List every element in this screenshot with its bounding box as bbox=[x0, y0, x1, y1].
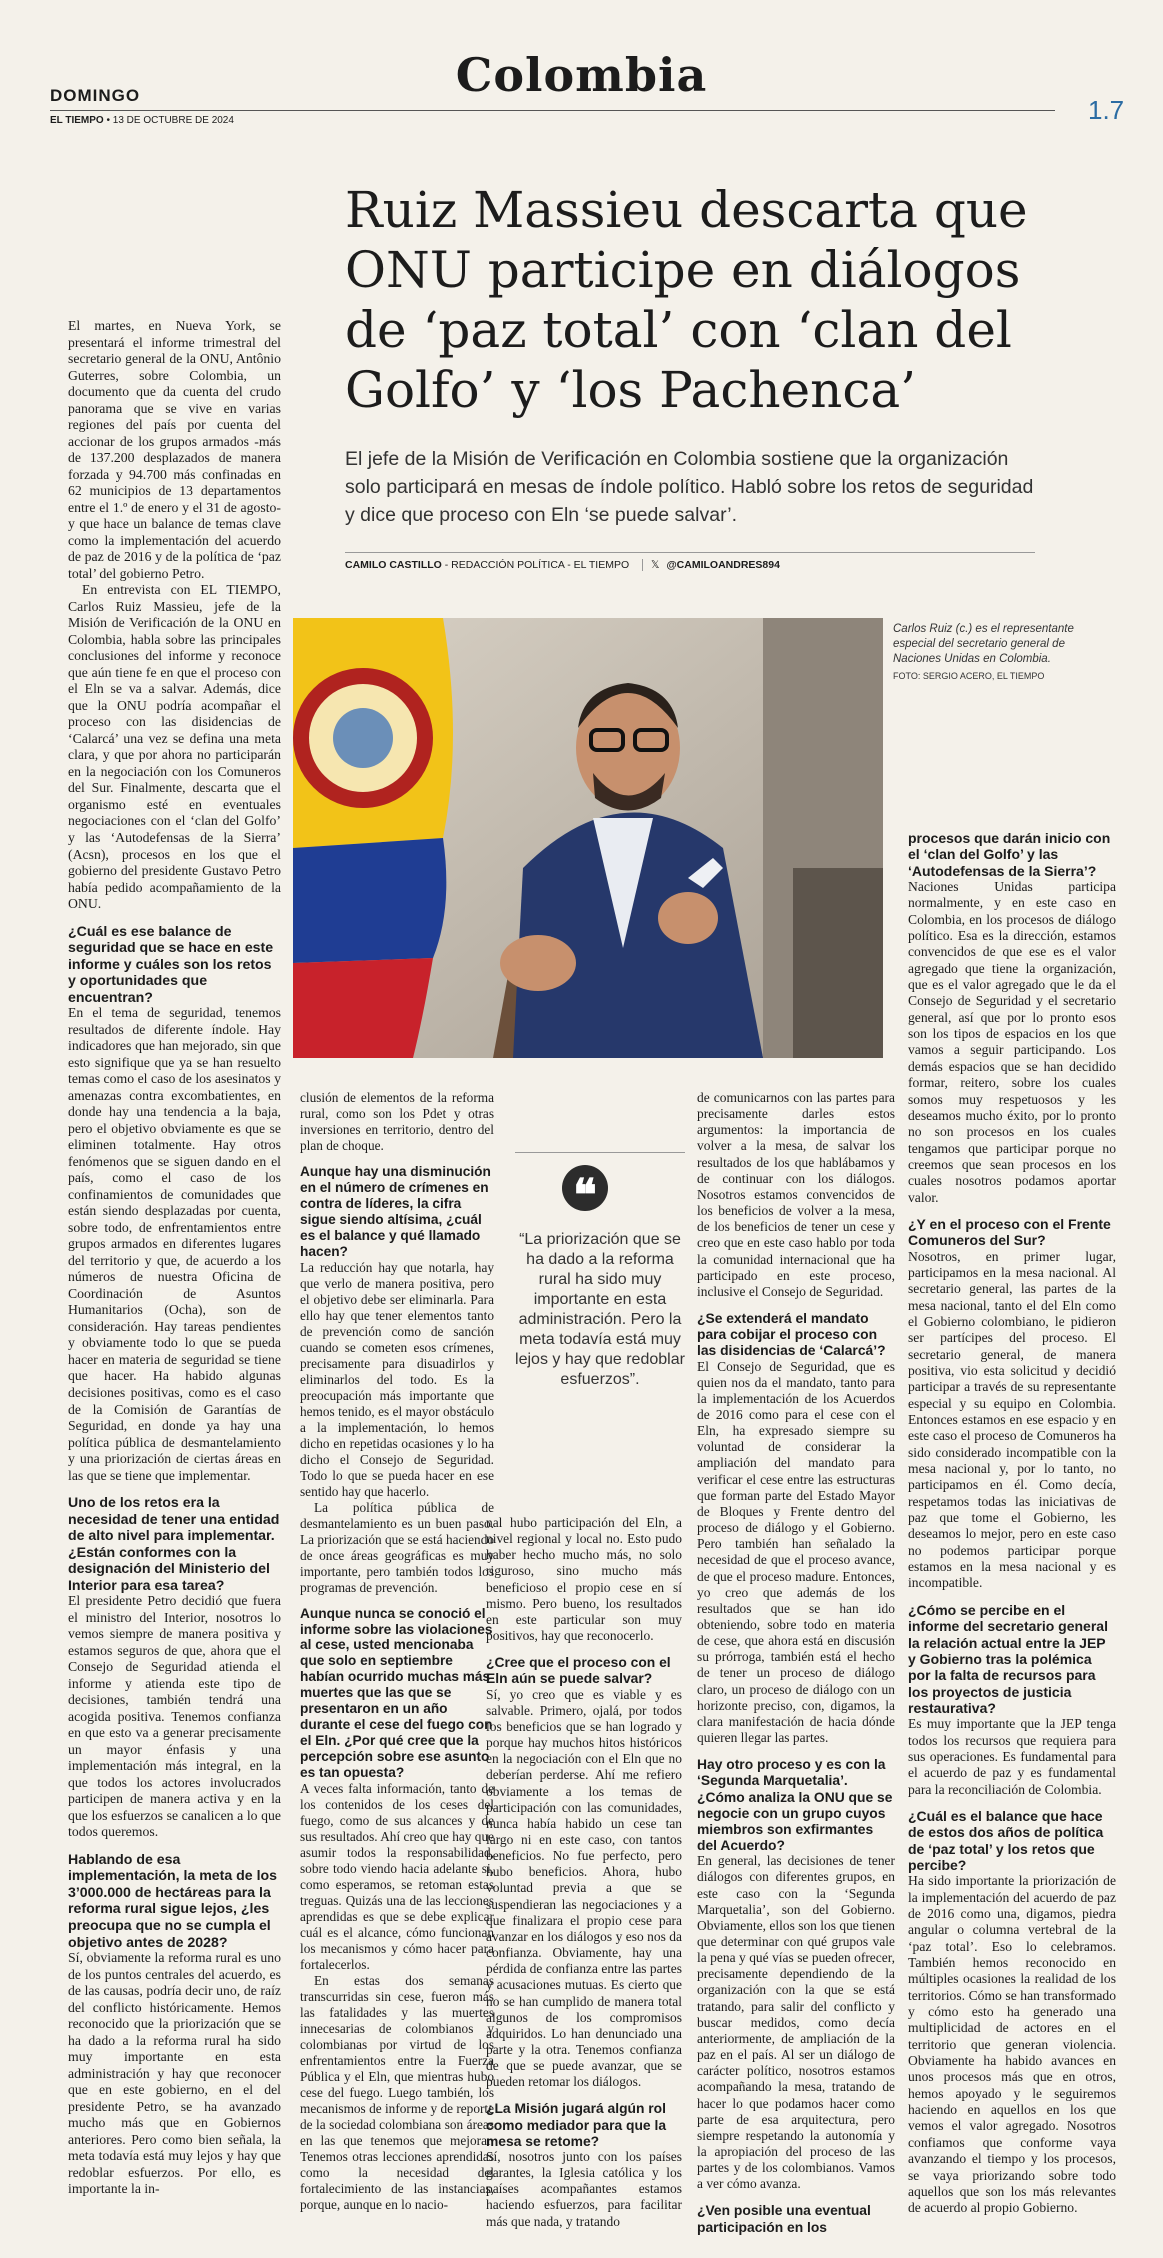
body-paragraph: Sí, yo creo que es viable y es salvable. Primero, ojalá, por todos los beneficios que se han logrado y porque hay muchos hitos históricos en la negociación con el Eln que no deberían perderse. Ahí me refiero obviamente a los temas de participación con las comunidades, nunca había habido un cese tan largo ni en este caso, con tantos beneficios. No fue perfecto, pero hubo beneficios. Ahora, hubo voluntad previa a que se suspendieran las negociaciones y a que finalizara el propio cese para avanzar en los diálogos y eso nos da confianza. Obviamente, hay una pérdida de confianza entre las partes y acusaciones mutuas. Es cierto que no se han cumplido de manera total algunos de los compromisos adquiridos. Lo han denunciado una parte y la otra. Tenemos confianza de que se puede avanzar, que se pueden retomar los diálogos. bbox=[486, 1686, 682, 2090]
article-column-2 bbox=[300, 1090, 494, 2213]
body-paragraph: En el tema de seguridad, tenemos resultados de diferente índole. Hay indicadores que han mejorado, sin que esto signifique que ya se han resuelto temas como el caso de los asesinatos y amenazas contra excombatientes, en donde hay una tendencia a la baja, pero el objetivo obviamente es que se eliminen totalmente. Hay otros fenómenos que se siguen dando en el país, como el caso de los confinamientos de comunidades que están siendo desplazadas por cuenta, sobre todo, de enfrentamientos entre grupos armados en diferentes lugares del territorio y que, de acuerdo a los números de nuestra Oficina de Coordinación de Asuntos Humanitarios (Ocha), son de consideración. Hay tareas pendientes y obviamente todo lo que se pueda hacer en materia de seguridad se tiene que hacer. Ha habido algunas decisiones positivas, como es el caso de la Comisión de Garantías de Seguridad, en donde ya hay una política pública de desmantelamiento y una priorización de ciertas áreas en las que se tiene que implementar. bbox=[68, 1005, 281, 1483]
body-paragraph: En entrevista con EL TIEMPO, Carlos Ruiz Massieu, jefe de la Misión de Verificación de la ONU en Colombia, habla sobre las principales conclusiones del informe y reconoce que aún tiene fe en que el proceso con el Eln se va a salvar. Además, dice que la ONU podría acompañar el proceso con las disidencias de ‘Calarcá’ una vez se defina una meta clara, y que por ahora no participarán en la negociación con los Comuneros del Sur. Finalmente, descarta que el organismo esté en eventuales negociaciones con el ‘clan del Golfo’ y las ‘Autodefensas de la Sierra’ (Acsn), procesos en los que el gobierno del presidente Gustavo Petro había pedido acompañamiento de la ONU. bbox=[68, 582, 281, 912]
photo-credit: FOTO: SERGIO ACERO, EL TIEMPO bbox=[893, 671, 1045, 681]
body-paragraph: Naciones Unidas participa normalmente, y en este caso en Colombia, en los procesos de diálogo político. Esa es la dirección, estamos convencidos de que ese es el valor agregado que tiene la organización, que es el valor agregado que le da el Consejo de Seguridad y el secretario general, así que por lo pronto esos son los tipos de espacios en los que vamos a seguir participando. Los demás espacios que se han decidido formar, reitero, sobre los cuales somos muy respetuosos y les deseamos mucho éxito, por lo pronto no son procesos en los cuales tengamos que participar porque no creemos que sean procesos en los cuales nosotros podamos aportar valor. bbox=[908, 879, 1116, 1205]
question-heading: ¿Cuál es el balance que hace de estos dos años de política de ‘paz total’ y los retos que percibe? bbox=[908, 1807, 1104, 1873]
question-heading: ¿Y en el proceso con el Frente Comuneros del Sur? bbox=[908, 1215, 1111, 1249]
question-heading: ¿Ven posible una eventual participación en los bbox=[697, 2202, 871, 2235]
pullquote: “La priorización que se ha dado a la reforma rural ha sido muy importante en esta administración. Pero la meta todavía está muy lejos y hay que redoblar esfuerzos”. bbox=[515, 1231, 685, 1388]
caption-text: Carlos Ruiz (c.) es el representante especial del secretario general de Naciones Unidas en Colombia. bbox=[893, 623, 1074, 665]
question-heading: ¿La Misión jugará algún rol como mediador para que la mesa se retome? bbox=[486, 2100, 667, 2149]
question-heading: ¿Cuál es ese balance de seguridad que se hace en este informe y cuáles son los retos y oportunidades que encuentran? bbox=[68, 922, 274, 1005]
headline: Ruiz Massieu descarta que ONU participe en diálogos de ‘paz total’ con ‘clan del Golfo’ y ‘los Pachenca’ bbox=[345, 181, 1028, 419]
question-heading: Aunque nunca se conoció el informe sobre las violaciones al cese, usted mencionaba que solo en septiembre habían ocurrido muchas más muertes que las que se presentaron en un año durante el cese del fuego con el Eln. ¿Por qué cree que la percepción sobre ese asunto es tan opuesta? bbox=[300, 1605, 493, 1781]
body-paragraph: El presidente Petro decidió que fuera el ministro del Interior, nosotros lo vemos siempre de manera positiva y estamos seguros de que, ahora que el Consejo de Seguridad atienda el informe y atienda este tipo de decisiones, también tendrá una acogida positiva. Tenemos confianza en que esto va a generar precisamente un mayor énfasis y una implementación más integral, en la que todos los actores involucrados participen de manera activa y en la que los esfuerzos se canalicen a lo que todos queremos. bbox=[68, 1593, 281, 1840]
section-title: Colombia bbox=[455, 48, 708, 102]
author-handle: @CAMILOANDRES894 bbox=[666, 559, 780, 571]
pullquote-rule bbox=[515, 1152, 685, 1153]
body-paragraph: La reducción hay que notarla, hay que verlo de manera positiva, pero el objetivo debe ser eliminarla. Para ello hay que tener elementos tanto de prevención como de sanción cuando se cometen esos crímenes, precisamente para disuadirlos y eliminarlos del todo. Es la preocupación más importante que hemos tenido, es el mayor obstáculo a la implementación, lo hemos dicho en repetidas ocasiones y lo ha dicho el Consejo de Seguridad. Todo lo que se pueda hacer en ese sentido hay que hacerlo. bbox=[300, 1259, 494, 1499]
header-rule bbox=[50, 110, 1055, 111]
body-paragraph: En estas dos semanas transcurridas sin cese, fueron más las fatalidades y las muertes innecesarias de colombianos y colombianas por virtud de los enfrentamientos entre la Fuerza Pública y el Eln, que mientras hubo cese del fuego. Luego también, los mecanismos de informe y de reporte de la sociedad colombiana son áreas en las que tenemos que mejorar. Tenemos otras lecciones aprendidas como la necesidad del fortalecimiento de las instancias, porque, aunque en lo nacio- bbox=[300, 1973, 494, 2212]
question-heading: Uno de los retos era la necesidad de tener una entidad de alto nivel para implementar. ¿Están conformes con la designación del Ministerio del Interior para esa tarea? bbox=[68, 1494, 280, 1593]
byline bbox=[345, 552, 1035, 577]
article-column-5 bbox=[908, 830, 1116, 2217]
article-photo bbox=[293, 618, 883, 1058]
body-paragraph: El Consejo de Seguridad, que es quien nos da el mandato, tanto para la implementación de los Acuerdos de 2016 como para el cese con el Eln, ha expresado siempre su voluntad de considerar la ampliación del mandato para verificar el cese entre las estructuras que forman parte del Estado Mayor de Bloques y Frente dentro del proceso de diálogo y el Gobierno. Pero también han señalado la necesidad de que el proceso avance, de que el proceso madure. Entonces, yo creo que además de los resultados que se han ido obteniendo, sobre todo en materia de cese, que ahora está en discusión su prórroga, también está el hecho de tener un proceso de diálogo claro, un proceso de diálogo con un horizonte preciso, con, digamos, la clara manifestación de hacia dónde quieren llegar las partes. bbox=[697, 1358, 895, 1746]
photo-caption bbox=[893, 622, 1093, 684]
body-paragraph: El martes, en Nueva York, se presentará el informe trimestral del secretario general de la ONU, Antônio Guterres, sobre Colombia, un documento que da cuenta del crudo panorama que se vive en varias regiones del país por cuenta del accionar de los grupos armados -más de 137.200 desplazados de manera forzada y 94.700 más confinadas en 62 municipios de 13 departamentos entre el 1.º de enero y el 31 de agosto- y que hace un balance de temas clave como la implementación del acuerdo de paz de 2016 y de la política de ‘paz total’ del gobierno Petro. bbox=[68, 318, 281, 581]
question-heading: Hay otro proceso y es con la ‘Segunda Marquetalia’. ¿Cómo analiza la ONU que se negocie con un grupo cuyos miembros son exfirmantes del Acuerdo? bbox=[697, 1756, 893, 1854]
body-paragraph: Ha sido importante la priorización de la implementación del acuerdo de paz de 2016 como una, digamos, piedra angular o columna vertebral de la ‘paz total’. Eso lo celebramos. También hemos reconocido en múltiples ocasiones la realidad de los territorios. Cómo se han transformado y cómo esto ha generado una multiplicidad de actores en el territorio que generan violencia. Obviamente ha habido avances en unos procesos más que en otros, hemos apoyado y le seguiremos haciendo en aquellos en los que vemos el valor agregado. Nosotros confiamos que conforme vaya avanzando el tiempo y los procesos, se vaya priorizando sobre todo aquellos que son los más relevantes de acuerdo al propio Gobierno. bbox=[908, 1873, 1116, 2216]
body-paragraph: Sí, obviamente la reforma rural es uno de los puntos centrales del acuerdo, es de las causas, podría decir uno, de raíz del conflicto históricamente. Hemos reconocido que la priorización que se ha dado a la reforma rural ha sido muy importante en esta administración y hay que reconocer que en este gobierno, en el del presidente Petro, se ha avanzado mucho más que en Gobiernos anteriores. Pero como bien señala, la meta todavía está muy lejos y hay que redoblar esfuerzos. Por ello, es importante la in- bbox=[68, 1950, 281, 2197]
photo-illustration bbox=[293, 618, 883, 1058]
day-label: DOMINGO bbox=[50, 86, 141, 105]
body-paragraph: Es muy importante que la JEP tenga todos los recursos que requiera para sus operaciones. Es fundamental para el acuerdo de paz y es fundamental para la reconciliación de Colombia. bbox=[908, 1716, 1116, 1797]
question-heading: ¿Cree que el proceso con el Eln aún se puede salvar? bbox=[486, 1654, 671, 1687]
page-number: 1.7 bbox=[1088, 95, 1125, 125]
author-name: CAMILO CASTILLO bbox=[345, 559, 442, 571]
question-heading: ¿Se extenderá el mandato para cobijar el proceso con las disidencias de ‘Calarcá’? bbox=[697, 1310, 886, 1359]
question-heading: procesos que darán inicio con el ‘clan del Golfo’ y las ‘Autodefensas de la Sierra’? bbox=[908, 830, 1111, 879]
quote-icon: ❝ bbox=[562, 1165, 608, 1211]
author-desk: - REDACCIÓN POLÍTICA - EL TIEMPO bbox=[441, 559, 630, 571]
publication-date bbox=[50, 115, 234, 126]
body-paragraph: A veces falta información, tanto de los contenidos de los ceses del fuego, como de sus alcances y de sus resultados. Ahí creo que hay que asumir todos la responsabilidad, sobre todo viendo hacia adelante si, como esperamos, se retoman estas treguas. Quizás una de las lecciones aprendidas es que se debe explicar cuál es el alcance, cómo funcionan los mecanismos y cómo hacer para fortalecerlos. bbox=[300, 1781, 494, 1973]
body-paragraph: Nosotros, en primer lugar, participamos en la mesa nacional. Al secretario general, las partes de la mesa nacional, tanto el del Eln como el Gobierno colombiano, le pidieron ser partícipes del proceso. El secretario general, de manera positiva, vio esta solicitud y decidió participar a través de su representante especial y su equipo en Colombia. Entonces estamos en ese espacio y en este caso el proceso de Comuneros ha sido considerado incompatible con la mesa nacional y, por lo tanto, no participamos en él. Como decía, respetamos todas las iniciativas de paz que tome el Gobierno, les deseamos lo mejor, pero en este caso no podemos participar porque estamos en la mesa nacional y es incompatible. bbox=[908, 1248, 1116, 1591]
question-heading: ¿Cómo se percibe en el informe del secretario general la relación actual entre la JEP y Gobierno tras la polémica por la falta de recursos para los proyectos de justicia restaurativa? bbox=[908, 1601, 1108, 1716]
body-paragraph: clusión de elementos de la reforma rural, como son los Pdet y otras inversiones en territorio, dentro del plan de choque. bbox=[300, 1090, 494, 1153]
article-column-1 bbox=[68, 318, 281, 2198]
body-paragraph: La política pública de desmantelamiento es un buen paso. La priorización que se está haciendo de once áreas geográficas es muy importante, pero también todos los programas de prevención. bbox=[300, 1499, 494, 1595]
question-heading: Aunque hay una disminución en el número de crímenes en contra de líderes, la cifra sigue siendo altísima, ¿cuál es el balance y qué llamado hacen? bbox=[300, 1163, 491, 1259]
body-paragraph: Sí, nosotros junto con los países garantes, la Iglesia católica y los países acompañantes estamos haciendo esfuerzos, para facilitar más que nada, y tratando bbox=[486, 2148, 682, 2229]
question-heading: Hablando de esa implementación, la meta de los 3’000.000 de hectáreas para la reforma rural sigue lejos, ¿les preocupa que no se cumpla el objetivo antes de 2028? bbox=[68, 1850, 278, 1950]
publication-name: EL TIEMPO bbox=[50, 115, 104, 126]
body-paragraph: de comunicarnos con las partes para precisamente darles estos argumentos: la importancia de volver a la mesa, de salvar los resultados de los que hablábamos y de continuar con los diálogos. Nosotros estamos convencidos de los beneficios de volver a la mesa, de los beneficios de tener un cese y creo que en este caso hablo por toda la comunidad internacional que ha participado en este proceso, inclusive el Consejo de Seguridad. bbox=[697, 1090, 895, 1299]
body-paragraph: nal hubo participación del Eln, a nivel regional y local no. Esto pudo haber hecho mucho más, no solo riguroso, sino mucho más beneficioso el propio cese en sí mismo. Pero bueno, los resultados en este particular son muy positivos, hay que reconocerlo. bbox=[486, 1515, 682, 1644]
article-column-3 bbox=[486, 1515, 682, 2230]
subheadline: El jefe de la Misión de Verificación en Colombia sostiene que la organización solo participará en mesas de índole político. Habló sobre los retos de seguridad y dice que proceso con Eln ‘se puede salvar’. bbox=[345, 448, 1034, 526]
twitter-icon: 𝕏 bbox=[642, 559, 659, 571]
article-column-4 bbox=[697, 1090, 895, 2235]
body-paragraph: En general, las decisiones de tener diálogos con diferentes grupos, en este caso con la ‘Segunda Marquetalia’, son del Gobierno. Obviamente, ellos son los que tienen que determinar con qué grupos vale la pena y qué vías se pueden ofrecer, precisamente dependiendo de la organización con la que se está tratando, para salir del conflicto y buscar medidos, como decía anteriormente, de ampliación de la paz en el país. Al ser un diálogo de carácter político, nosotros estamos acompañando la mesa, tratando de hacer lo que podamos hacer como parte de esa arquitectura, pero siempre respetando la autonomía y la apropiación del proceso de las partes y de los colombianos. Vamos a ver cómo avanza. bbox=[697, 1853, 895, 2192]
date-text: • 13 DE OCTUBRE DE 2024 bbox=[103, 115, 234, 126]
